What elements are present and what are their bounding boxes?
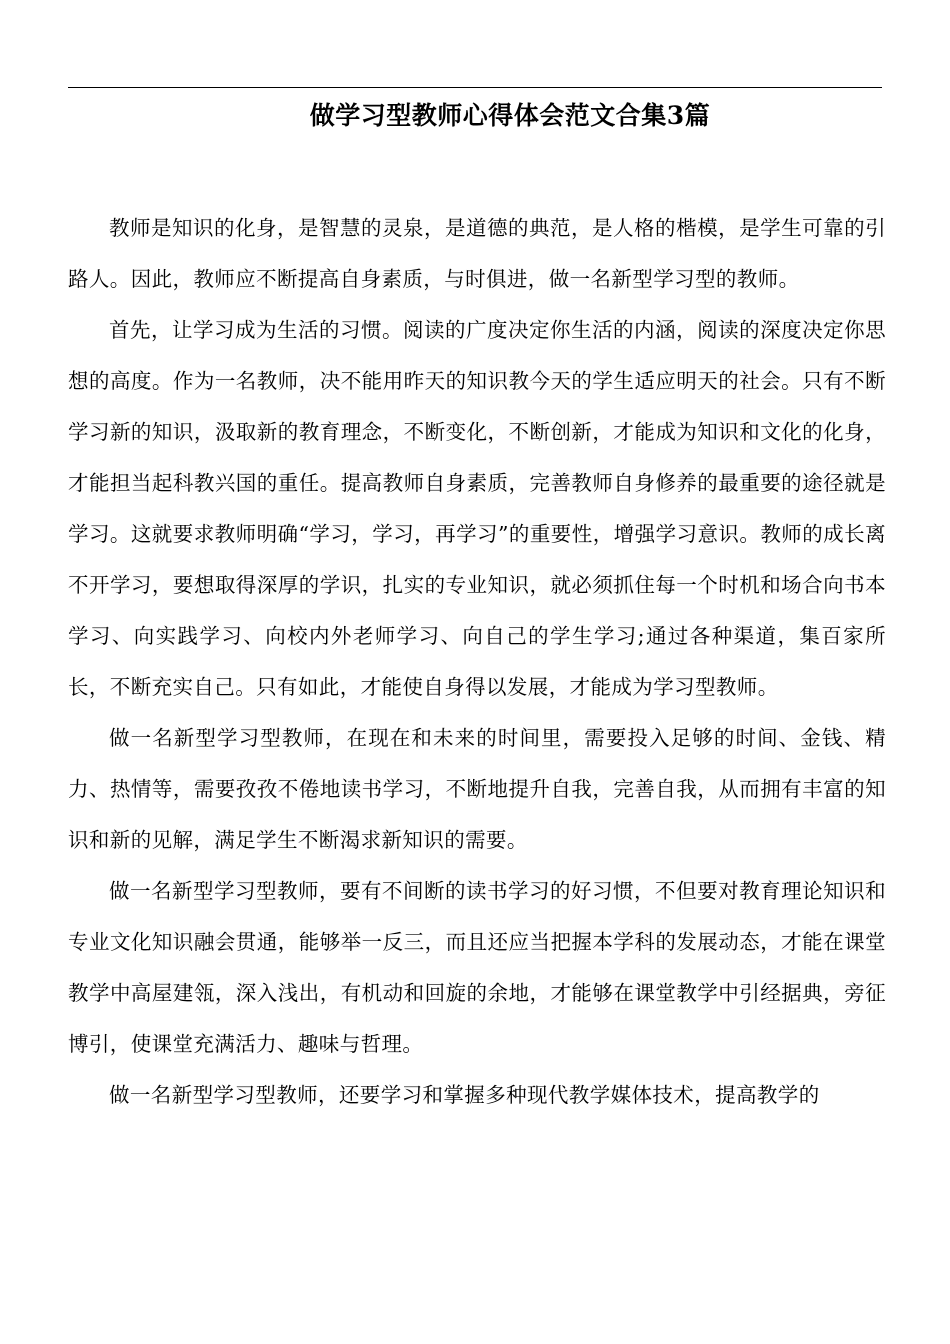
header-rule [68,87,882,88]
paragraph-1: 教师是知识的化身，是智慧的灵泉，是道德的典范，是人格的楷模，是学生可靠的引路人。因此，教师应不断提高自身素质，与时俱进，做一名新型学习型的教师。 [68,216,886,291]
page-title: 做学习型教师心得体会范文合集3篇 [309,101,711,130]
document-body [68,203,886,1121]
paragraph-5: 做一名新型学习型教师，还要学习和掌握多种现代教学媒体技术，提高教学的 [109,1083,820,1107]
paragraph-2: 首先，让学习成为生活的习惯。阅读的广度决定你生活的内涵，阅读的深度决定你思想的高度。作为一名教师，决不能用昨天的知识教今天的学生适应明天的社会。只有不断学习新的知识，汲取新的教育理念，不断变化，不断创新，才能成为知识和文化的化身，才能担当起科教兴国的重任。提高教师自身素质，完善教师自身修养的最重要的途径就是学习。这就要求教师明确“学习，学习，再学习”的重要性，增强学习意识。教师的成长离不开学习，要想取得深厚的学识，扎实的专业知识，就必须抓住每一个时机和场合向书本学习、向实践学习、向校内外老师学习、向自己的学生学习;通过各种渠道，集百家所长，不断充实自己。只有如此，才能使自身得以发展，才能成为学习型教师。 [68,318,886,699]
paragraph-4: 做一名新型学习型教师，要有不间断的读书学习的好习惯，不但要对教育理论知识和专业文化知识融会贯通，能够举一反三，而且还应当把握本学科的发展动态，才能在课堂教学中高屋建瓴，深入浅出，有机动和回旋的余地，才能够在课堂教学中引经据典，旁征博引，使课堂充满活力、趣味与哲理。 [68,879,886,1056]
paragraph-3: 做一名新型学习型教师，在现在和未来的时间里，需要投入足够的时间、金钱、精力、热情等，需要孜孜不倦地读书学习，不断地提升自我，完善自我，从而拥有丰富的知识和新的见解，满足学生不断渴求新知识的需要。 [68,726,886,852]
